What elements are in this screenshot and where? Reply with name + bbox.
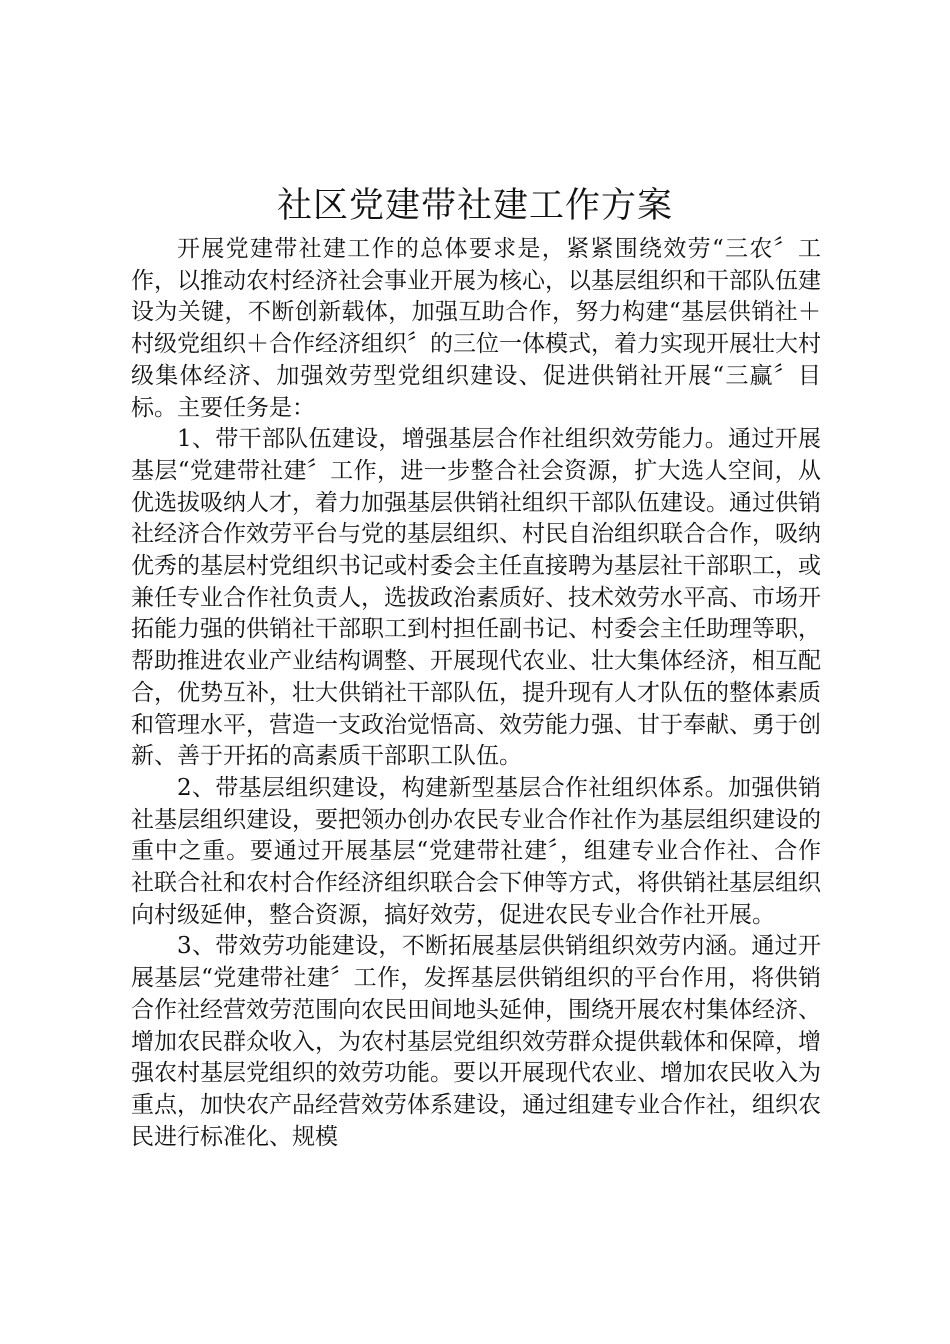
paragraph-task-2: 2、带基层组织建设，构建新型基层合作社组织体系。加强供销社基层组织建设，要把领办创办农民专业合作社作为基层组织建设的重中之重。要通过开展基层“党建带社建〞，组建专业合作社、合作社联合社和农村合作经济组织联合会下伸等方式，将供销社基层组织向村级延伸，整合资源，搞好效劳，促进农民专业合作社开展。 [131,774,821,928]
paragraph-task-1: 1、带干部队伍建设，增强基层合作社组织效劳能力。通过开展基层“党建带社建〞工作，进一步整合社会资源，扩大选人空间，从优选拔吸纳人才，着力加强基层供销社组织干部队伍建设。通过供销社经济合作效劳平台与党的基层组织、村民自治组织联合合作，吸纳优秀的基层村党组织书记或村委会主任直接聘为基层社干部职工，或兼任专业合作社负责人，选拔政治素质好、技术效劳水平高、市场开拓能力强的供销社干部职工到村担任副书记、村委会主任助理等职，帮助推进农业产业结构调整、开展现代农业、壮大集体经济，相互配合，优势互补，壮大供销社干部队伍，提升现有人才队伍的整体素质和管理水平，营造一支政治觉悟高、效劳能力强、甘于奉献、勇于创新、善于开拓的高素质干部职工队伍。 [131,426,821,770]
document-body [131,234,821,1153]
document-title: 社区党建带社建工作方案 [276,186,673,226]
paragraph-task-3: 3、带效劳功能建设，不断拓展基层供销组织效劳内涵。通过开展基层“党建带社建〞工作，发挥基层供销组织的平台作用，将供销合作社经营效劳范围向农民田间地头延伸，围绕开展农村集体经济、增加农民群众收入，为农村基层党组织效劳群众提供载体和保障，增强农村基层党组织的效劳功能。要以开展现代农业、增加农民收入为重点，加快农产品经营效劳体系建设，通过组建专业合作社，组织农民进行标准化、规模 [131,933,821,1150]
paragraph-intro: 开展党建带社建工作的总体要求是，紧紧围绕效劳“三农〞工作，以推动农村经济社会事业开展为核心，以基层组织和干部队伍建设为关键，不断创新载体，加强互助合作，努力构建“基层供销社＋村级党组织＋合作经济组织〞的三位一体模式，着力实现开展壮大村级集体经济、加强效劳型党组织建设、促进供销社开展“三赢〞目标。主要任务是： [131,236,821,421]
